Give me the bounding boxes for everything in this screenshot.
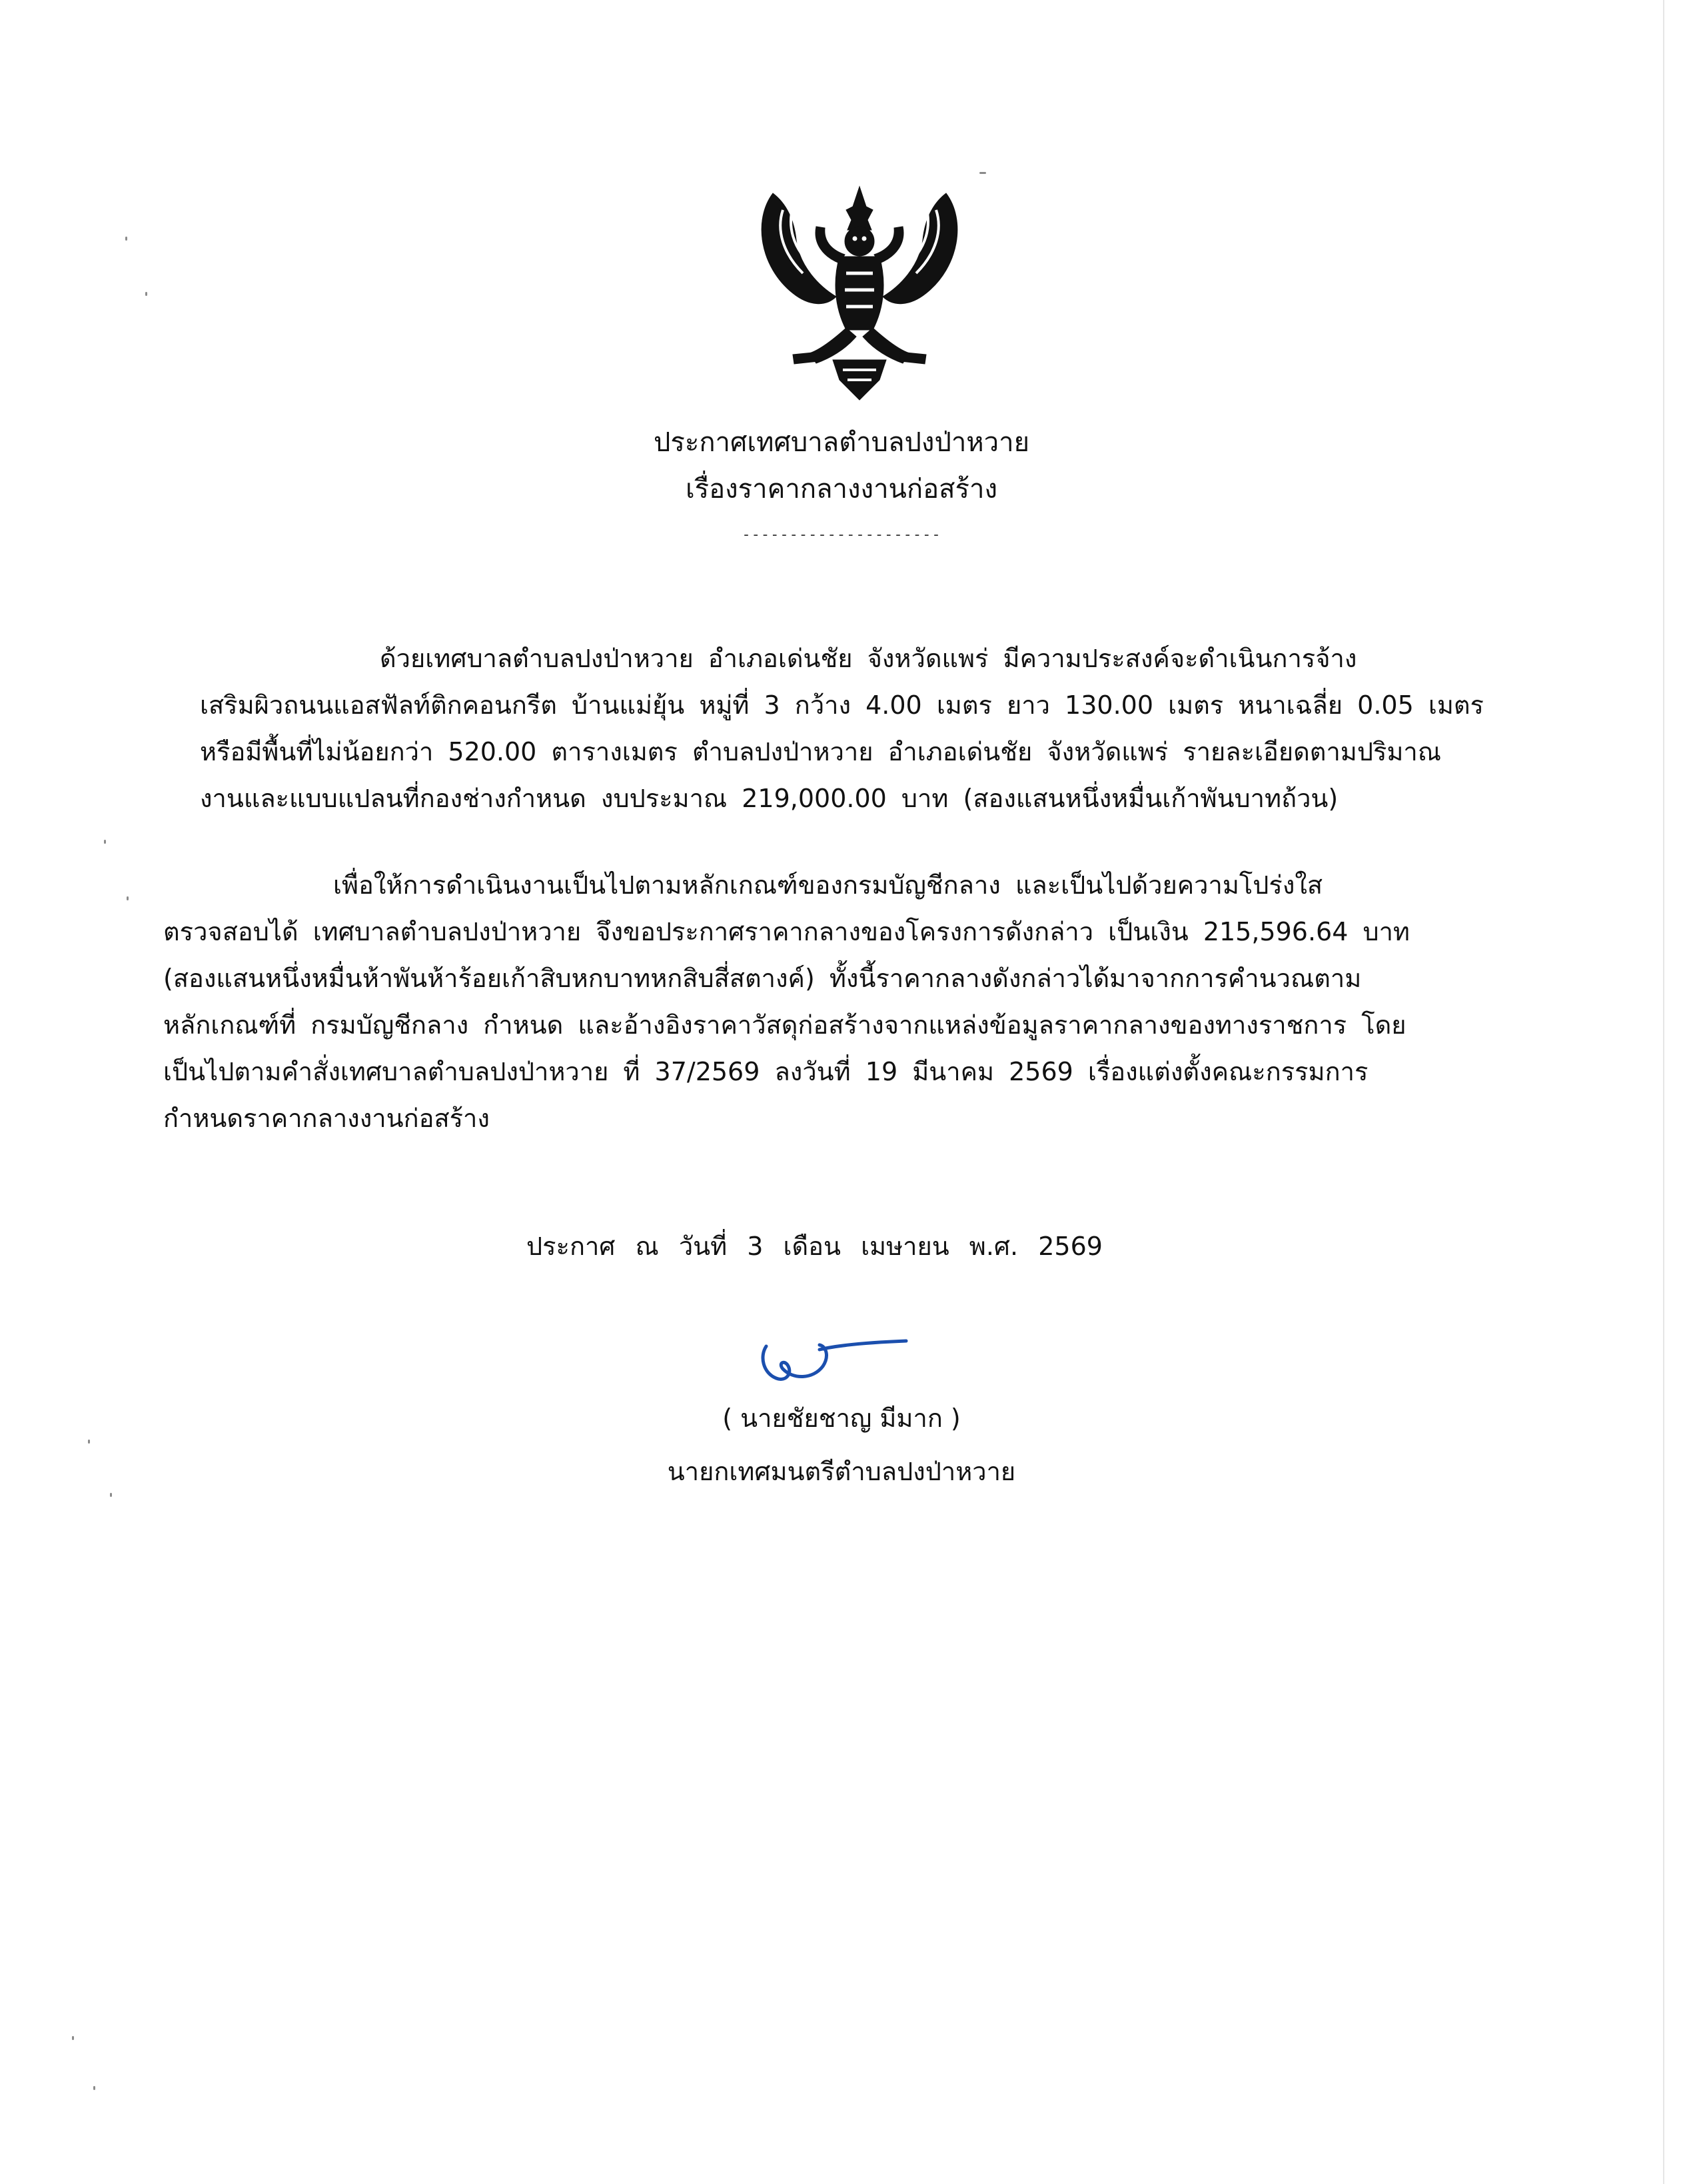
signer-position: นายกเทศมนตรีตำบลปงป่าหวาย bbox=[667, 1457, 1016, 1486]
paragraph1-line: หรือมีพื้นที่ไม่น้อยกว่า 520.00 ตารางเมตร ตำบลปงป่าหวาย อำเภอเด่นชัย จังหวัดแพร่ รายละเอียดตามปริมาณ bbox=[200, 737, 1441, 766]
paragraph2-line: เป็นไปตามคำสั่งเทศบาลตำบลปงป่าหวาย ที่ 37/2569 ลงวันที่ 19 มีนาคม 2569 เรื่องแต่งตั้งคณะกรรมการ bbox=[163, 1057, 1369, 1086]
scan-speck bbox=[110, 1493, 112, 1497]
scan-speck bbox=[104, 840, 106, 844]
paragraph2-line: เพื่อให้การดำเนินงานเป็นไปตามหลักเกณฑ์ของกรมบัญชีกลาง และเป็นไปด้วยความโปร่งใส bbox=[333, 870, 1323, 900]
scan-speck bbox=[145, 292, 147, 296]
scan-speck bbox=[72, 2036, 74, 2040]
garuda-emblem-icon bbox=[746, 180, 973, 407]
paragraph2-line: (สองแสนหนึ่งหมื่นห้าพันห้าร้อยเก้าสิบหกบาทหกสิบสี่สตางค์) ทั้งนี้ราคากลางดังกล่าวได้มาจากการคำนวณตาม bbox=[163, 964, 1362, 993]
handwritten-signature bbox=[746, 1326, 913, 1400]
document-title: ประกาศเทศบาลตำบลปงป่าหวาย bbox=[653, 427, 1030, 458]
scan-speck bbox=[93, 2086, 95, 2090]
scan-speck bbox=[979, 172, 986, 174]
scan-speck bbox=[127, 896, 129, 900]
paragraph1-line: งานและแบบแปลนที่กองช่างกำหนด งบประมาณ 219,000.00 บาท (สองแสนหนึ่งหมื่นเก้าพันบาทถ้วน) bbox=[200, 784, 1339, 813]
paragraph1-line: เสริมผิวถนนแอสฟัลท์ติกคอนกรีต บ้านแม่ยุ้น หมู่ที่ 3 กว้าง 4.00 เมตร ยาว 130.00 เมตร หนาเฉลี่ย 0.05 เมตร bbox=[200, 690, 1484, 720]
paragraph1-line: ด้วยเทศบาลตำบลปงป่าหวาย อำเภอเด่นชัย จังหวัดแพร่ มีความประสงค์จะดำเนินการจ้าง bbox=[380, 644, 1357, 673]
paragraph2-line: ตรวจสอบได้ เทศบาลตำบลปงป่าหวาย จึงขอประกาศราคากลางของโครงการดังกล่าว เป็นเงิน 215,596.64 บาท bbox=[163, 917, 1410, 946]
scan-speck bbox=[125, 237, 127, 241]
title-separator: --------------------- bbox=[742, 527, 941, 543]
paragraph2-line: กำหนดราคากลางงานก่อสร้าง bbox=[163, 1104, 490, 1133]
paragraph2-line: หลักเกณฑ์ที่ กรมบัญชีกลาง กำหนด และอ้างอิงราคาวัสดุก่อสร้างจากแหล่งข้อมูลราคากลางของทางราชการ โดย bbox=[163, 1010, 1406, 1040]
announcement-date: ประกาศ ณ วันที่ 3 เดือน เมษายน พ.ศ. 2569 bbox=[526, 1232, 1103, 1261]
document-subject: เรื่องราคากลางงานก่อสร้าง bbox=[685, 474, 998, 505]
signer-name: ( นายชัยชาญ มีมาก ) bbox=[722, 1404, 961, 1433]
scan-speck bbox=[88, 1440, 90, 1444]
scan-edge-line bbox=[1663, 0, 1664, 2184]
